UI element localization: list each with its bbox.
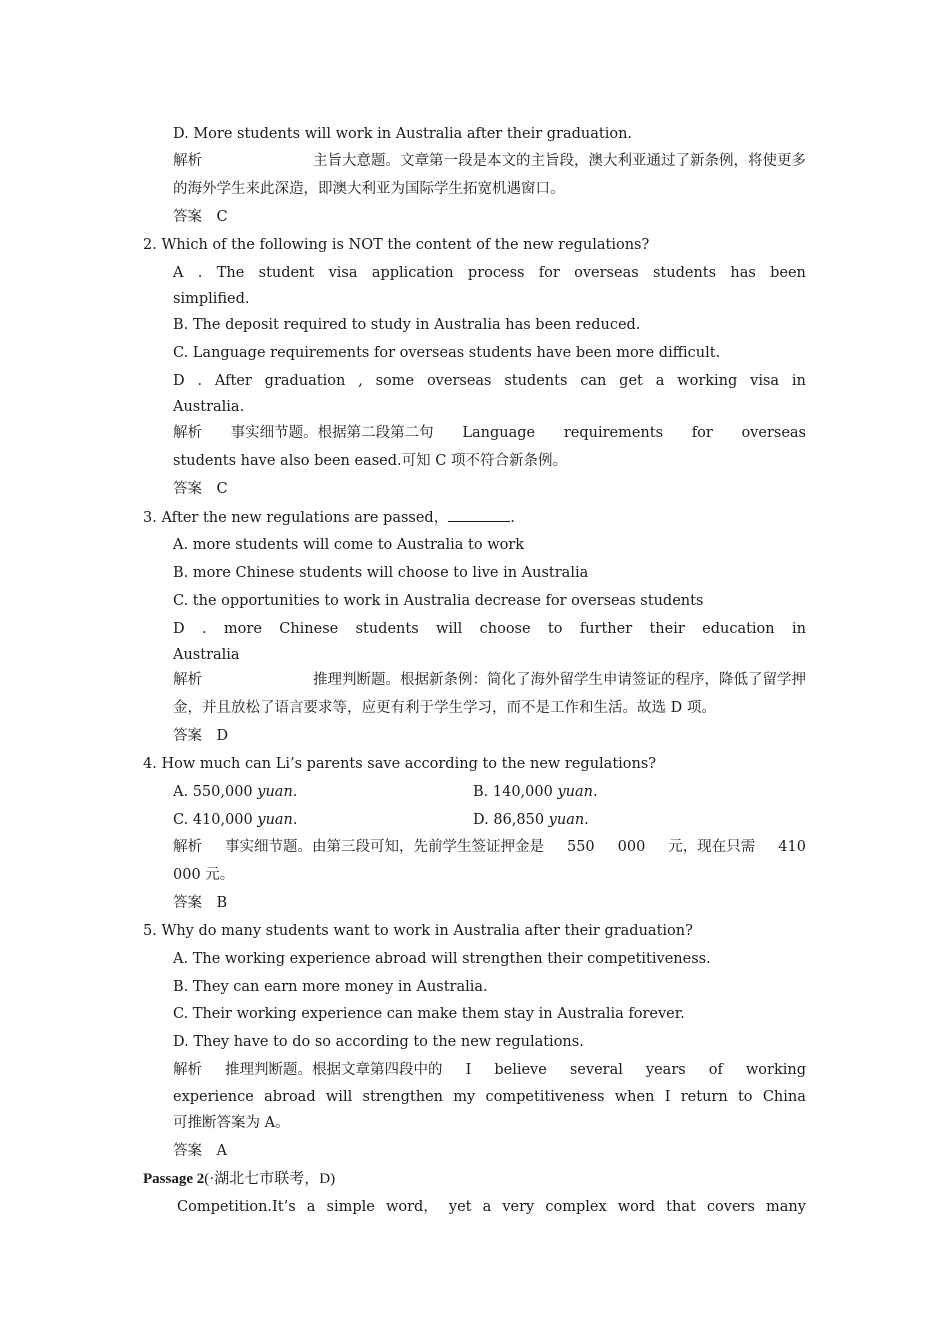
word: 解析 — [173, 153, 202, 169]
q4-option-b — [473, 782, 598, 802]
q4-option-b-unit: yuan. — [557, 784, 598, 800]
passage2-first-line — [177, 1197, 806, 1217]
word: education — [702, 621, 775, 637]
word: A — [173, 265, 184, 281]
q5-analysis-line3: 可推断答案为 A。 — [173, 1115, 290, 1131]
word: experience — [173, 1089, 254, 1105]
word: 410 — [778, 839, 806, 855]
word: 主旨大意题。文章第一段是本文的主旨段，澳大利亚通过了新条例，将使更多 — [313, 153, 806, 169]
q2-answer: 答案 C — [173, 481, 228, 497]
word: can — [580, 373, 607, 389]
word: a — [655, 373, 665, 389]
passage2-heading-title: Passage 2 — [143, 1171, 205, 1187]
word: 解析 — [173, 672, 202, 688]
q1-analysis-line1 — [173, 151, 806, 171]
q5-option-d: D. They have to do so according to the new regulations. — [173, 1034, 584, 1050]
word: visa — [328, 265, 358, 281]
q1-answer: 答案 C — [173, 209, 228, 225]
word: requirements — [563, 425, 664, 441]
word: 解析 — [173, 839, 202, 855]
q5-question: 5. Why do many students want to work in Australia after their graduation? — [143, 923, 693, 939]
word: believe — [494, 1062, 547, 1078]
q5-answer: 答案 A — [173, 1143, 227, 1159]
word: working — [677, 373, 738, 389]
word: abroad — [264, 1089, 316, 1105]
q5-analysis-line2 — [173, 1087, 806, 1107]
word: to — [547, 621, 563, 637]
word: years — [645, 1062, 686, 1078]
word: application — [371, 265, 454, 281]
word: 解析 — [173, 1062, 202, 1078]
q2-option-c: C. Language requirements for overseas students have been more difficult. — [173, 345, 721, 361]
word: several — [569, 1062, 623, 1078]
word: covers — [706, 1199, 755, 1215]
word: strengthen — [362, 1089, 443, 1105]
word: 推理判断题。根据文章第四段中的 — [225, 1062, 443, 1078]
word: simple — [326, 1199, 375, 1215]
word: choose — [479, 621, 531, 637]
q2-option-d-line2: Australia. — [173, 399, 245, 415]
word: overseas — [741, 425, 806, 441]
q4-answer: 答案 B — [173, 895, 228, 911]
word: After — [214, 373, 252, 389]
word: for — [691, 425, 713, 441]
word: a — [306, 1199, 316, 1215]
q3-analysis-line1 — [173, 670, 806, 690]
q4-option-d-value: D. 86,850 — [473, 812, 549, 828]
q2-question: 2. Which of the following is NOT the content of the new regulations? — [143, 237, 650, 253]
word: I — [664, 1089, 671, 1105]
word: when — [614, 1089, 655, 1105]
word: complex — [545, 1199, 607, 1215]
q2-analysis-line1 — [173, 423, 806, 443]
q5-option-c: C. Their working experience can make them stay in Australia forever. — [173, 1006, 685, 1022]
word: competitiveness — [485, 1089, 605, 1105]
q3-question-suffix: . — [510, 510, 515, 526]
word: will — [435, 621, 463, 637]
q3-option-a: A. more students will come to Australia to work — [173, 537, 525, 553]
word: in — [791, 373, 806, 389]
q4-option-b-value: B. 140,000 — [473, 784, 558, 800]
word: students — [355, 621, 419, 637]
q2-option-d-line1 — [173, 371, 806, 391]
q3-option-d-line2: Australia — [173, 647, 240, 663]
q4-option-d-unit: yuan. — [548, 812, 589, 828]
q3-option-d-line1 — [173, 619, 806, 639]
word: The — [216, 265, 245, 281]
word: their — [649, 621, 685, 637]
word: has — [730, 265, 756, 281]
word: word， — [385, 1199, 438, 1215]
q4-option-c — [173, 810, 298, 830]
word: will — [325, 1089, 353, 1105]
word: 000 — [617, 839, 646, 855]
q4-option-a-unit: yuan. — [257, 784, 298, 800]
word: in — [791, 621, 806, 637]
word: , — [358, 373, 363, 389]
q3-answer-blank — [448, 507, 510, 522]
word: students — [504, 373, 568, 389]
q3-option-b: B. more Chinese students will choose to live in Australia — [173, 565, 589, 581]
q4-option-d — [473, 810, 589, 830]
word: been — [770, 265, 806, 281]
q3-question-prefix: 3. After the new regulations are passed， — [143, 510, 449, 526]
word: my — [453, 1089, 476, 1105]
q4-analysis-line1 — [173, 837, 806, 857]
word: overseas — [426, 373, 492, 389]
word: 550 — [566, 839, 595, 855]
word: of — [708, 1062, 723, 1078]
q3-answer: 答案 D — [173, 728, 229, 744]
word: 解析 — [173, 425, 202, 441]
word: 事实细节题。由第三段可知，先前学生签证押金是 — [224, 839, 544, 855]
q5-analysis-line1 — [173, 1060, 806, 1080]
q4-option-c-unit: yuan. — [257, 812, 298, 828]
word: return — [680, 1089, 728, 1105]
q3-question — [143, 507, 515, 528]
q2-option-a-line2: simplified. — [173, 291, 250, 307]
word: Chinese — [279, 621, 339, 637]
q4-option-a — [173, 782, 297, 802]
word: graduation — [264, 373, 346, 389]
word: China — [762, 1089, 806, 1105]
word: Competition.It’s — [177, 1199, 296, 1215]
word: I — [465, 1062, 472, 1078]
word: . — [201, 621, 207, 637]
word: visa — [750, 373, 780, 389]
word: get — [619, 373, 643, 389]
word: working — [745, 1062, 806, 1078]
q2-analysis-line2: students have also been eased.可知 C 项不符合新条例。 — [173, 453, 567, 469]
q4-analysis-line2: 000 元。 — [173, 867, 235, 883]
passage2-heading — [143, 1169, 335, 1189]
word: word — [617, 1199, 656, 1215]
q4-option-c-value: C. 410,000 — [173, 812, 258, 828]
word: a — [482, 1199, 492, 1215]
word: many — [766, 1199, 806, 1215]
word: more — [223, 621, 262, 637]
word: yet — [448, 1199, 472, 1215]
word: Language — [462, 425, 536, 441]
word: process — [467, 265, 525, 281]
word: that — [666, 1199, 696, 1215]
word: D — [173, 621, 185, 637]
word: some — [375, 373, 415, 389]
passage2-heading-source: (·湖北七市联考，D) — [204, 1171, 336, 1187]
word: very — [502, 1199, 535, 1215]
word: to — [737, 1089, 753, 1105]
q2-option-a-line1 — [173, 263, 806, 283]
word: 推理判断题。根据新条例：简化了海外留学生申请签证的程序，降低了留学押 — [313, 672, 806, 688]
q1-analysis-line2: 的海外学生来此深造，即澳大利亚为国际学生拓宽机遇窗口。 — [173, 181, 565, 197]
word: . — [197, 373, 203, 389]
word: . — [197, 265, 203, 281]
q4-option-a-value: A. 550,000 — [173, 784, 258, 800]
word: for — [538, 265, 560, 281]
word: D — [173, 373, 185, 389]
word: students — [652, 265, 717, 281]
word: further — [579, 621, 633, 637]
q5-option-b: B. They can earn more money in Australia. — [173, 979, 488, 995]
word: 事实细节题。根据第二段第二句 — [230, 425, 434, 441]
q3-analysis-line2: 金，并且放松了语言要求等，应更有利于学生学习，而不是工作和生活。故选 D 项。 — [173, 700, 716, 716]
q3-option-c: C. the opportunities to work in Australia decrease for overseas students — [173, 593, 704, 609]
q2-option-b: B. The deposit required to study in Australia has been reduced. — [173, 317, 641, 333]
word: overseas — [574, 265, 639, 281]
q1-option-d: D. More students will work in Australia after their graduation. — [173, 126, 633, 142]
q5-option-a: A. The working experience abroad will strengthen their competitiveness. — [173, 951, 711, 967]
word: student — [258, 265, 315, 281]
q4-question: 4. How much can Li’s parents save according to the new regulations? — [143, 756, 657, 772]
word: 元，现在只需 — [668, 839, 756, 855]
